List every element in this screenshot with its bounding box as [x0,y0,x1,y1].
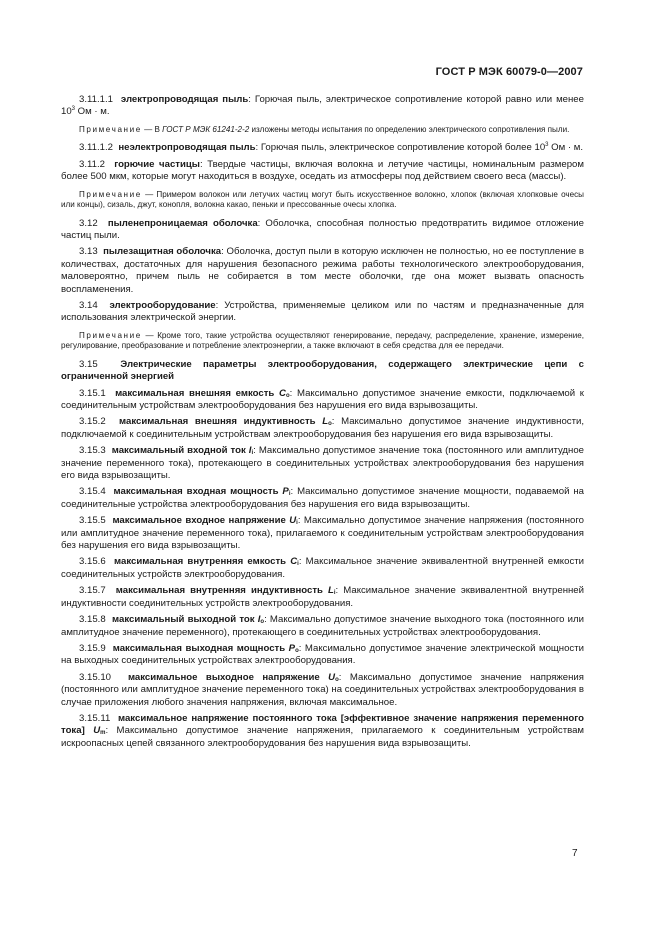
note-3 [61,331,584,352]
clause-number: 3.15.4 [79,486,106,498]
symbol-subscript: i [297,561,299,568]
clause-term: электрооборудование [109,299,216,311]
clause-number: 3.15.3 [79,445,106,457]
symbol: P [282,486,289,498]
clause-text: : Оболочка, доступ пыли в которую исключен не полностью, но ее поступление в количествах, достаточных для нарушения безопасного режима работы технологического электрооборудования, маловероятно, причем пыль не собирается в том месте оболочки, где она может вызвать опасность воспламенения. [61,246,584,295]
symbol: P [288,642,296,654]
clause-text: : Оболочка, способная полностью предотвратить видимое отложение частиц пыли. [61,217,584,241]
clause-term: максимальная выходная мощность [112,642,289,654]
symbol-subscript: i [333,590,336,597]
exponent: 3 [545,142,549,149]
clause-number: 3.15.8 [79,614,106,626]
clause-3-15-5 [61,515,584,552]
clause-number: 3.11.2 [79,158,105,170]
clause-number: 3.15.9 [79,642,106,654]
clause-text: : Твердые частицы, включая волокна и летучие частицы, номинальным размером более 500 мкм, которые могут находиться в воздухе, оседать из атмосферы под действием своего веса (массы). [61,158,584,183]
clause-term: максимальный выходной ток [112,614,258,626]
note-label: Примечание [79,330,142,340]
clause-3-12 [61,218,584,243]
clause-text: : Максимально допустимое значение напряжения (постоянного или амплитудное значение переменного тока), прилагаемого к соединительным устройствам электрооборудования без нарушения его вида взрывозащиты. [61,515,584,552]
clause-text: : Максимально допустимое значение напряжения (постоянного или амплитудное значение переменного тока) на соединительных устройствах электрооборудования в случае приложения любого значения напряжения, включая максимальное. [61,671,584,708]
clause-number: 3.15.5 [79,515,106,527]
clause-term: горючие частицы [114,158,200,170]
clause-text: : Горючая пыль, электрическое сопротивление которой более 10 [255,142,546,154]
clause-3-11-2 [61,159,584,184]
note-dash: — В [141,124,163,134]
document-body [61,94,584,754]
clause-term: максимальная внутренняя индуктивность [115,585,328,597]
symbol: U [328,671,336,683]
clause-3-11-1-1 [61,94,584,119]
clause-number: 3.15.11 [79,712,111,724]
clause-term: пылезащитная оболочка [103,246,222,258]
note-text: — Примером волокон или летучих частиц могут быть искусственное волокно, хлопок (включая хлопковые очесы или концы), сизаль, джут, конопля, волокна какао, пеньки и прессованные очесы хлопка. [61,189,584,210]
symbol: L [322,416,329,428]
clause-3-15-10 [61,672,584,709]
symbol-subscript: i [288,491,291,498]
clause-text: : Устройства, применяемые целиком или по частям и предназначенные для использования электрической энергии. [61,299,584,324]
clause-number: 3.15.1 [79,387,106,399]
clause-number: 3.15.7 [79,585,106,597]
symbol-subscript: o [328,421,332,428]
note-label: Примечание [79,189,142,199]
clause-3-15-4 [61,486,584,511]
clause-text: : Максимально допустимое значение тока (постоянного или амплитудное значение переменного тока), протекающего в соединительных устройствах электрооборудования без нарушения его вида взрывозащиты. [61,445,584,482]
clause-text: : Максимально допустимое значение емкости, подключаемой к соединительным устройствам электрооборудования без нарушения его вида взрывозащиты. [61,387,584,411]
clause-number: 3.14 [79,299,98,311]
clause-number: 3.11.1.2 [79,142,113,154]
clause-term: максимальное выходное напряжение [127,671,329,683]
clause-term: электропроводящая пыль [120,94,249,105]
clause-3-15-9 [61,643,584,668]
clause-number: 3.15 [79,358,98,370]
clause-term: максимальный входной ток [111,445,249,457]
clause-term: неэлектропроводящая пыль [118,142,256,154]
clause-3-15-2 [61,416,584,441]
exponent: 3 [71,106,76,113]
document-header: ГОСТ Р МЭК 60079-0—2007 [435,66,583,78]
symbol: C [290,556,298,568]
clause-term: пыленепроницаемая оболочка [107,217,258,229]
symbol: I [257,614,261,626]
clause-term: максимальная внутренняя емкость [114,556,291,568]
symbol-subscript: o [285,392,290,399]
clause-text: : Максимально допустимое значение напряжения, прилагаемого к соединительным устройствам искроопасных цепей связанного электрооборудования без нарушения вида взрывозащиты. [61,725,585,749]
clause-text: : Максимально допустимое значение мощности, подаваемой на соединительные устройства электрооборудования без нарушения его вида взрывозащиты. [61,486,584,510]
clause-3-15-3 [61,445,584,482]
clause-heading: Электрические параметры электрооборудования, содержащего электрические цепи с ограниченной энергией [61,358,584,383]
symbol-subscript: i [296,520,298,527]
symbol-subscript: o [260,619,265,626]
clause-3-15-7 [61,585,584,610]
note-2 [61,190,584,211]
clause-3-15-11 [61,713,584,750]
note-1 [61,125,584,136]
clause-term: максимальное напряжение постоянного тока [эффективное значение напряжения переменного тока] [61,712,584,737]
symbol-subscript: o [295,647,299,654]
clause-number: 3.15.2 [79,416,106,428]
clause-3-15-8 [61,614,584,639]
note-text: — Кроме того, такие устройства осуществляют генерирование, передачу, распределение, хранение, измерение, регулирование, преобразование и потребление электроэнергии, а также включают в себя средства для ее передачи. [61,330,584,351]
note-text: изложены методы испытания по определению электрического сопротивления пыли. [249,124,570,134]
page-number: 7 [572,848,578,859]
clause-term: максимальная внешняя емкость [115,387,280,399]
symbol: U [289,515,297,527]
clause-term: максимальное входное напряжение [112,515,290,527]
note-label: Примечание [79,124,142,134]
symbol: U [93,725,101,737]
clause-3-15-1 [61,388,584,413]
clause-3-11-1-2 [61,142,584,154]
clause-text: : Горючая пыль, электрическое сопротивление которой равно или менее 10 [61,94,584,118]
clause-text: : Максимально допустимое значение индуктивности, подключаемой к соединительным устройствам электрооборудования без нарушения его вида взрывозащиты. [61,416,584,440]
clause-term: максимальная входная мощность [113,486,283,498]
symbol-subscript: i [251,450,254,457]
clause-3-14 [61,300,584,325]
clause-number: 3.15.6 [79,556,106,568]
clause-text: : Максимально допустимое значение выходного тока (постоянного или амплитудное значение переменного), протекающего в соединительных устройствах электрооборудования. [61,614,584,638]
clause-number: 3.13 [79,246,98,258]
clause-number: 3.11.1.1 [79,94,113,105]
clause-number: 3.15.10 [79,671,112,683]
symbol: C [279,387,286,399]
clause-text: : Максимально допустимое значение электрической мощности на выходных соединительных устройствах электрооборудования. [61,642,584,667]
symbol-subscript: m [100,730,106,737]
clause-3-15-6 [61,556,584,581]
clause-term: максимальная внешняя индуктивность [119,416,323,428]
unit: Ом · м. [75,106,110,118]
clause-text: : Максимальное значение эквивалентной внутренней емкости соединительных устройств электрооборудования. [61,556,584,580]
clause-3-13 [61,246,584,296]
note-reference: ГОСТ Р МЭК 61241-2-2 [162,124,250,134]
clause-3-15 [61,359,584,384]
symbol-subscript: o [335,676,339,683]
clause-number: 3.12 [79,217,98,229]
symbol: L [328,585,334,597]
clause-text: : Максимальное значение эквивалентной внутренней индуктивности соединительных устройств электрооборудования. [61,585,584,609]
unit: Ом · м. [548,142,584,154]
symbol: I [248,445,252,457]
